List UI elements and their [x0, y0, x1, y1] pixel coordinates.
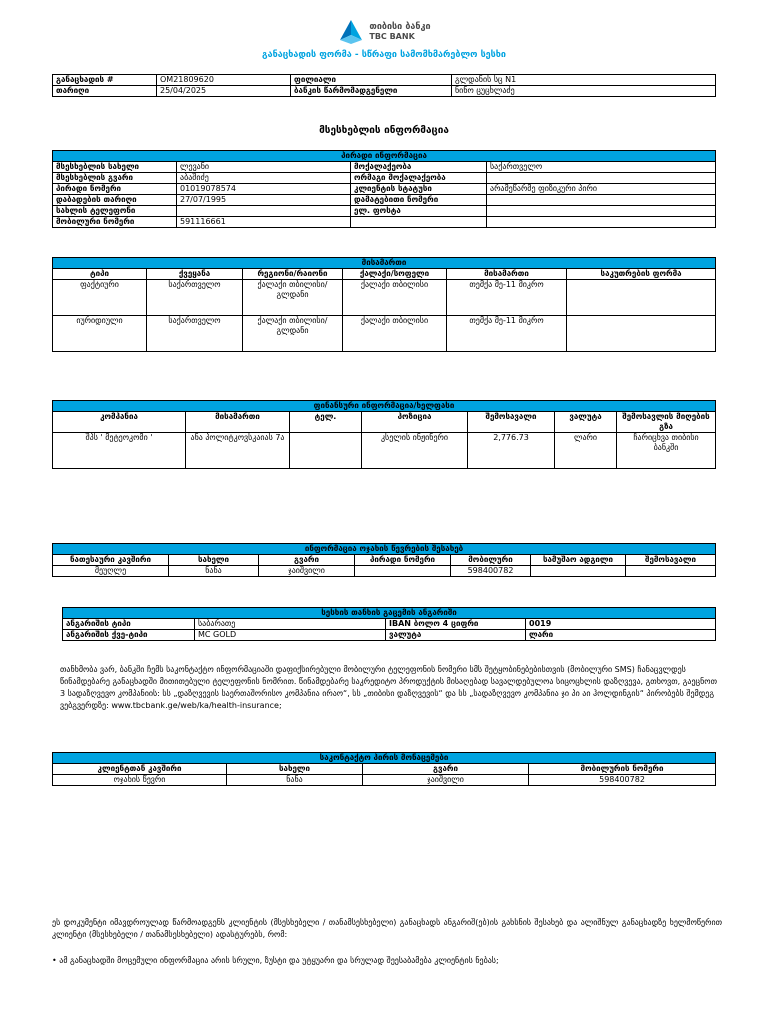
column-header: გვარი — [259, 555, 355, 566]
table-cell: 591116661 — [177, 217, 351, 228]
table-cell: ვალუტა — [386, 630, 526, 641]
column-header: შემოსავლის მიღების გზა — [617, 412, 716, 433]
application-number-label: განაცხადის # — [53, 75, 157, 86]
table-cell — [351, 217, 487, 228]
table-cell: ანა პოლიტკოვსკაიას 7ა — [186, 433, 290, 469]
section-header-row — [53, 258, 716, 269]
table-row — [53, 280, 716, 316]
table-row — [63, 619, 716, 630]
table-cell: ქალაქი თბილისი/გლდანი — [243, 280, 343, 316]
table-cell: ლევანი — [177, 162, 351, 173]
column-header: ტელ. — [290, 412, 362, 433]
section-header-row — [63, 608, 716, 619]
application-info-table — [52, 74, 716, 97]
section-header-row — [53, 753, 716, 764]
table-cell: 27/07/1995 — [177, 195, 351, 206]
table-cell: 598400782 — [529, 775, 716, 786]
table-cell — [531, 566, 626, 577]
table-row — [53, 217, 716, 228]
table-cell: 01019078574 — [177, 184, 351, 195]
insurance-consent-text: თანხმობა ვარ, ბანკში ჩემს საკონტაქტო ინფორმაციაში დაფიქსირებული მობილური ტელეფონის ნომერი სმს შეტყობინებებისთვის (მობილური SMS) ჩანაცვლდეს წინამდებარე განაცხადში მითითებული ტელეფონის ნომრით. წინამდებარე საკრედიტო პროდუქტის მისაღებად სავალდებულოა სიცოცხლის დაზღვევა, გთხოვთ, გაეცნოთ 3 სადაზღვევო კომპანიის: სს „დაზღვევის საერთაშორისო კომპანია ირაო“, სს „თიბისი დაზღვევის“ და სს „სადაზღვევო კომპანია ჯი პი აი ჰოლდინგის“ პირობებს შემდეგ ვებგვერდზე: www.tbcbank.ge/web/ka/health-insurance; — [60, 665, 717, 710]
table-cell: მეუღლე — [53, 566, 169, 577]
column-header: მისამართი — [186, 412, 290, 433]
bank-representative-value: ნინო ცუცხლაძე — [452, 86, 716, 97]
column-header: ვალუტა — [555, 412, 617, 433]
table-cell: საქართველო — [147, 280, 243, 316]
family-header: ინფორმაცია ოჯახის წევრების შესახებ — [53, 544, 716, 555]
logo-geo-text: თიბისი ბანკი — [369, 22, 431, 32]
branch-label: ფილიალი — [291, 75, 452, 86]
column-header: რეგიონი/რაიონი — [243, 269, 343, 280]
table-cell: ქალაქი თბილისი — [343, 316, 447, 352]
account-header: სესხის თანხის გაცემის ანგარიში — [63, 608, 716, 619]
column-header: შემოსავალი — [468, 412, 555, 433]
column-header-row — [53, 412, 716, 433]
table-cell: არამეწარმე ფიზიკური პირი — [487, 184, 716, 195]
column-header: კლიენტთან კავშირი — [53, 764, 227, 775]
column-header: ქალაქი/სოფელი — [343, 269, 447, 280]
date-value: 25/04/2025 — [157, 86, 291, 97]
personal-info-table — [52, 150, 716, 228]
borrower-info-title: მსესხებლის ინფორმაცია — [319, 125, 449, 136]
column-header: სახელი — [227, 764, 363, 775]
column-header: ნათესაური კავშირი — [53, 555, 169, 566]
contact-person-table — [52, 752, 716, 786]
loan-account-table — [62, 607, 716, 641]
table-cell — [355, 566, 451, 577]
table-cell: იურიდიული — [53, 316, 147, 352]
table-cell: შპს ' მეტეოკომი ' — [53, 433, 186, 469]
table-cell: ნანა — [227, 775, 363, 786]
table-cell: თემქა მე-11 მიკრო — [447, 316, 567, 352]
table-cell: ჯაიშვილი — [259, 566, 355, 577]
table-row — [53, 206, 716, 217]
table-cell: ჩარიცხვა თიბისი ბანკში — [617, 433, 716, 469]
column-header: მობილურის ნომერი — [529, 764, 716, 775]
table-cell: კსელის ინჟინერი — [362, 433, 468, 469]
column-header: ტიპი — [53, 269, 147, 280]
column-header: საკუთრების ფორმა — [567, 269, 716, 280]
bank-representative-label: ბანკის წარმომადგენელი — [291, 86, 452, 97]
table-row — [53, 566, 716, 577]
table-row — [63, 630, 716, 641]
table-cell — [487, 206, 716, 217]
table-cell: ჯაიშვილი — [363, 775, 529, 786]
table-cell — [487, 173, 716, 184]
table-cell: ქალაქი თბილისი — [343, 280, 447, 316]
table-cell: ქალაქი თბილისი/გლდანი — [243, 316, 343, 352]
application-number-value: OM21809620 — [157, 75, 291, 86]
table-row — [53, 75, 716, 86]
column-header: გვარი — [363, 764, 529, 775]
table-row — [53, 316, 716, 352]
table-cell: მოქალაქეობა — [351, 162, 487, 173]
finance-header: ფინანსური ინფორმაცია/ხელფასი — [53, 401, 716, 412]
table-cell: აბაშიძე — [177, 173, 351, 184]
table-row — [53, 86, 716, 97]
column-header-row — [53, 555, 716, 566]
column-header: კომპანია — [53, 412, 186, 433]
table-cell — [626, 566, 716, 577]
table-cell: ნანა — [169, 566, 259, 577]
table-cell: მსესხებლის გვარი — [53, 173, 177, 184]
table-cell: საბარათე — [195, 619, 386, 630]
table-row — [53, 173, 716, 184]
table-row — [53, 162, 716, 173]
table-cell: MC GOLD — [195, 630, 386, 641]
table-cell: საქართველო — [147, 316, 243, 352]
account-opening-statement: ეს დოკუმენტი იმავდროულად წარმოადგენს კლიენტის (მსესხებელი / თანამსესხებელი) განაცხადს ანგარიშ(ებ)ის გახსნის შესახებ და ალიშნულ განაცხადზე ხელმოწერით კლიენტი (მსესხებელი / თანამსესხებელი) ადასტურებს, რომ: — [52, 918, 722, 939]
table-cell: ანგარიშის ქვე-ტიპი — [63, 630, 195, 641]
personal-info-header: პირადი ინფორმაცია — [53, 151, 716, 162]
table-cell: თემქა მე-11 მიკრო — [447, 280, 567, 316]
table-cell: სახლის ტელეფონი — [53, 206, 177, 217]
table-cell — [177, 206, 351, 217]
table-cell: 598400782 — [451, 566, 531, 577]
bank-logo — [0, 18, 768, 48]
column-header: პირადი ნომერი — [355, 555, 451, 566]
table-row — [53, 433, 716, 469]
declaration-bullet: • ამ განაცხადში მოცემული ინფორმაცია არის სრული, ზუსტი და უტყუარი და სრულად შეესაბამება კლიენტის ნებას; — [52, 956, 499, 965]
column-header: მისამართი — [447, 269, 567, 280]
table-cell: ლარი — [526, 630, 716, 641]
logo-eng-text: TBC BANK — [369, 32, 415, 41]
tbc-logo-icon — [337, 18, 365, 46]
address-table — [52, 257, 716, 352]
table-row — [53, 775, 716, 786]
column-header: მობილური — [451, 555, 531, 566]
branch-value: გლდანის სც N1 — [452, 75, 716, 86]
table-row — [53, 184, 716, 195]
column-header: სახელი — [169, 555, 259, 566]
table-row — [53, 195, 716, 206]
table-cell: ორმაგი მოქალაქეობა — [351, 173, 487, 184]
column-header-row — [53, 269, 716, 280]
finance-table — [52, 400, 716, 469]
table-cell: მსესხებლის სახელი — [53, 162, 177, 173]
section-header-row — [53, 151, 716, 162]
address-header: მისამართი — [53, 258, 716, 269]
table-cell: ლარი — [555, 433, 617, 469]
table-cell: IBAN ბოლო 4 ციფრი — [386, 619, 526, 630]
table-cell: პირადი ნომერი — [53, 184, 177, 195]
table-cell: დამატებითი ნომერი — [351, 195, 487, 206]
table-cell — [290, 433, 362, 469]
column-header: პოზიცია — [362, 412, 468, 433]
table-cell: კლიენტის სტატუსი — [351, 184, 487, 195]
form-title: განაცხადის ფორმა - სწრაფი სამომხმარებლო სესხი — [262, 50, 506, 60]
table-cell — [487, 195, 716, 206]
table-cell: 2,776.73 — [468, 433, 555, 469]
table-cell — [487, 217, 716, 228]
family-members-table — [52, 543, 716, 577]
table-cell: დაბადების თარიღი — [53, 195, 177, 206]
column-header: ქვეყანა — [147, 269, 243, 280]
date-label: თარიღი — [53, 86, 157, 97]
column-header: სამუშაო ადგილი — [531, 555, 626, 566]
table-cell — [567, 280, 716, 316]
table-cell: ფაქტიური — [53, 280, 147, 316]
table-cell: ანგარიშის ტიპი — [63, 619, 195, 630]
table-cell: ელ. ფოსტა — [351, 206, 487, 217]
column-header-row — [53, 764, 716, 775]
table-cell: ოჯახის წევრი — [53, 775, 227, 786]
table-cell: მობილური ნომერი — [53, 217, 177, 228]
column-header: შემოსავალი — [626, 555, 716, 566]
section-header-row — [53, 401, 716, 412]
table-cell — [567, 316, 716, 352]
table-cell: 0019 — [526, 619, 716, 630]
section-header-row — [53, 544, 716, 555]
table-cell: საქართველო — [487, 162, 716, 173]
contact-header: საკონტაქტო პირის მონაცემები — [53, 753, 716, 764]
